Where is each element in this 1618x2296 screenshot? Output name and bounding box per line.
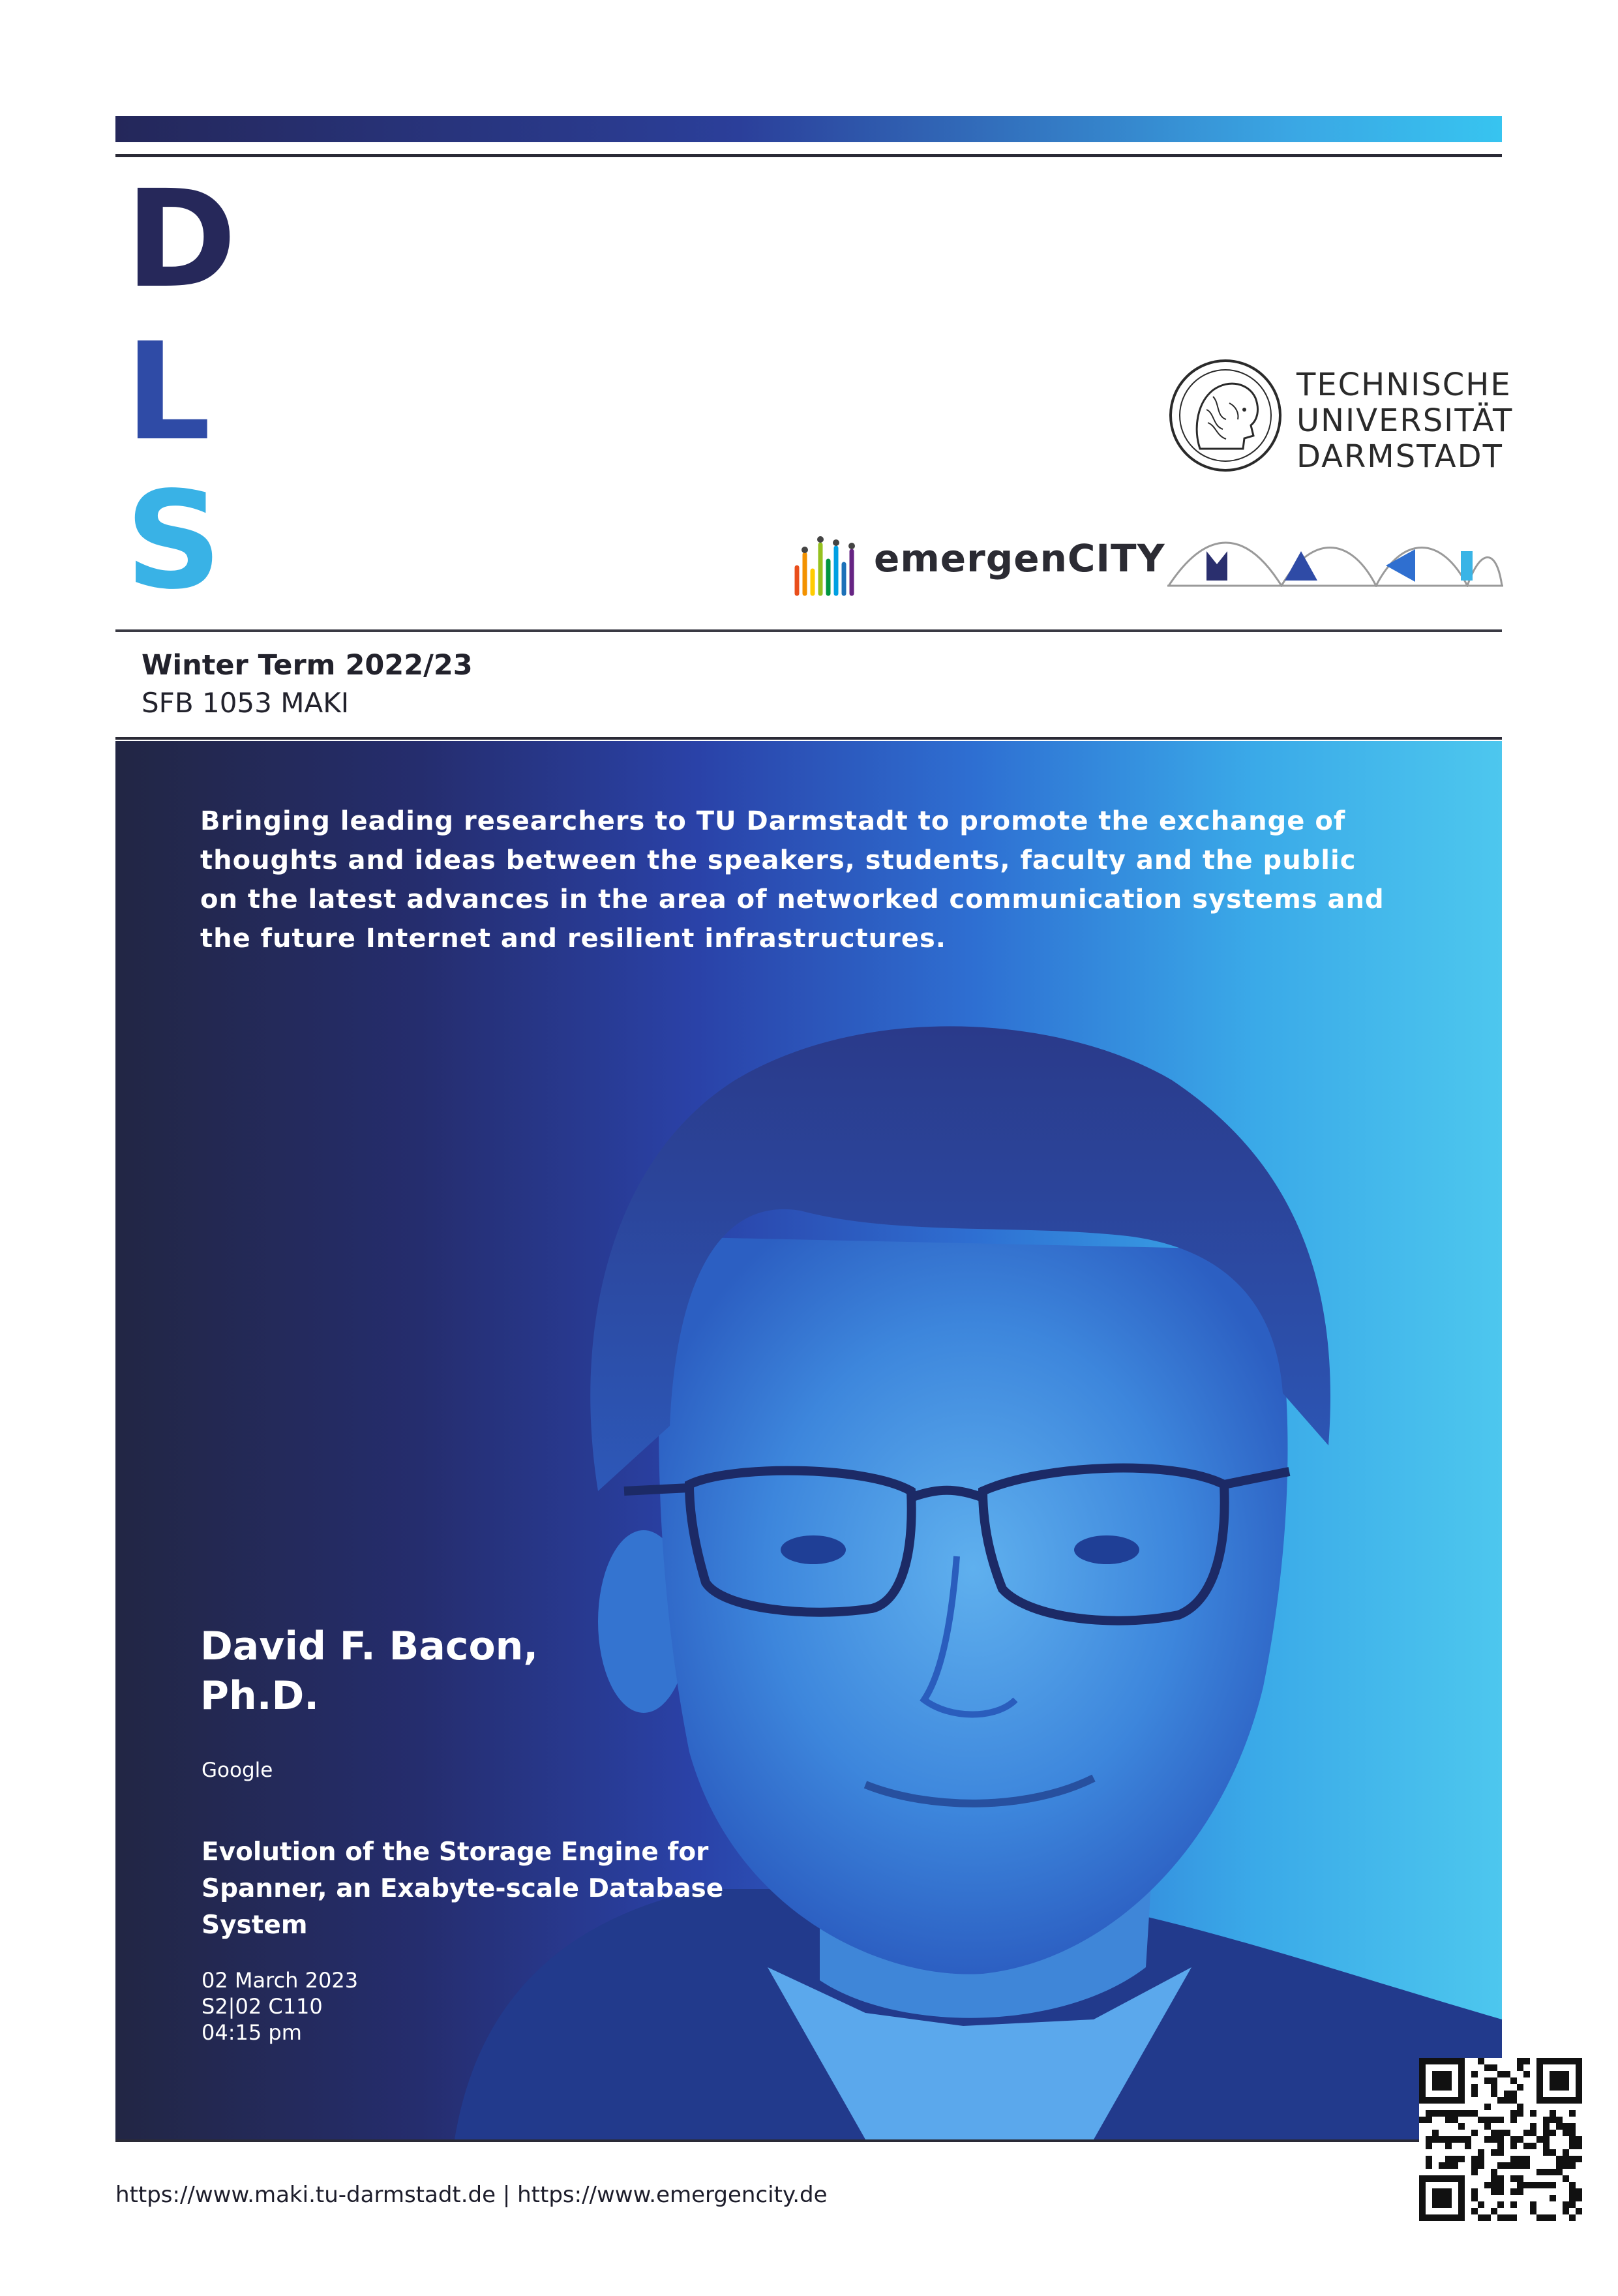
emergencity-bars-icon [790,532,862,597]
qr-code-icon[interactable] [1419,2058,1582,2221]
term-title: Winter Term 2022/23 [142,649,473,682]
tu-line: UNIVERSITÄT [1296,402,1514,439]
term-subtitle: SFB 1053 MAKI [142,687,350,719]
header-rule [115,154,1502,157]
title-initial: S [125,462,225,619]
title-outline-text: ERIES [224,462,672,619]
header-gradient-bar [115,116,1502,142]
emergencity-wordmark: emergenCITY [874,536,1165,581]
speaker-affiliation: Google [202,1759,273,1782]
title-outline-text: ISTINGUISHED [239,161,1354,318]
title-initial: D [125,161,239,318]
talk-title: Evolution of the Storage Engine for Spanner, an Exabyte-scale Database System [202,1837,724,1940]
footer-rule [115,2139,1502,2142]
photo-top-rule [115,737,1502,740]
tu-line: TECHNISCHE [1296,367,1512,403]
tu-darmstadt-wordmark [1296,367,1513,475]
maki-logo-icon [1167,528,1503,587]
tu-line: DARMSTADT [1296,438,1503,475]
series-title-line-2 [125,314,816,470]
footer-links[interactable]: https://www.maki.tu-darmstadt.de | https://www.emergencity.de [115,2182,828,2208]
speaker-degree-line: Ph.D. [200,1673,320,1719]
talk-details [202,1967,358,2046]
series-title-line-1 [125,161,1354,318]
section-rule [115,629,1502,632]
talk-date: 02 March 2023 [202,1968,359,1993]
title-initial: L [125,314,214,470]
speaker-name [200,1622,657,1721]
title-outline-text: ECTURE [213,314,816,470]
speaker-name-line: David F. Bacon, [200,1624,539,1669]
talk-time: 04:15 pm [202,2020,302,2045]
talk-room: S2|02 C110 [202,1994,323,2019]
series-title-line-3 [125,462,672,619]
series-description: Bringing leading researchers to TU Darmstadt to promote the exchange of thoughts and ideas between the speakers, students, faculty and the public on the latest advances in the area of networked communication systems and the future Internet and resilient infrastructures. [200,806,1385,954]
tu-darmstadt-seal-icon [1167,357,1283,474]
speaker-photo-panel [115,741,1502,2139]
